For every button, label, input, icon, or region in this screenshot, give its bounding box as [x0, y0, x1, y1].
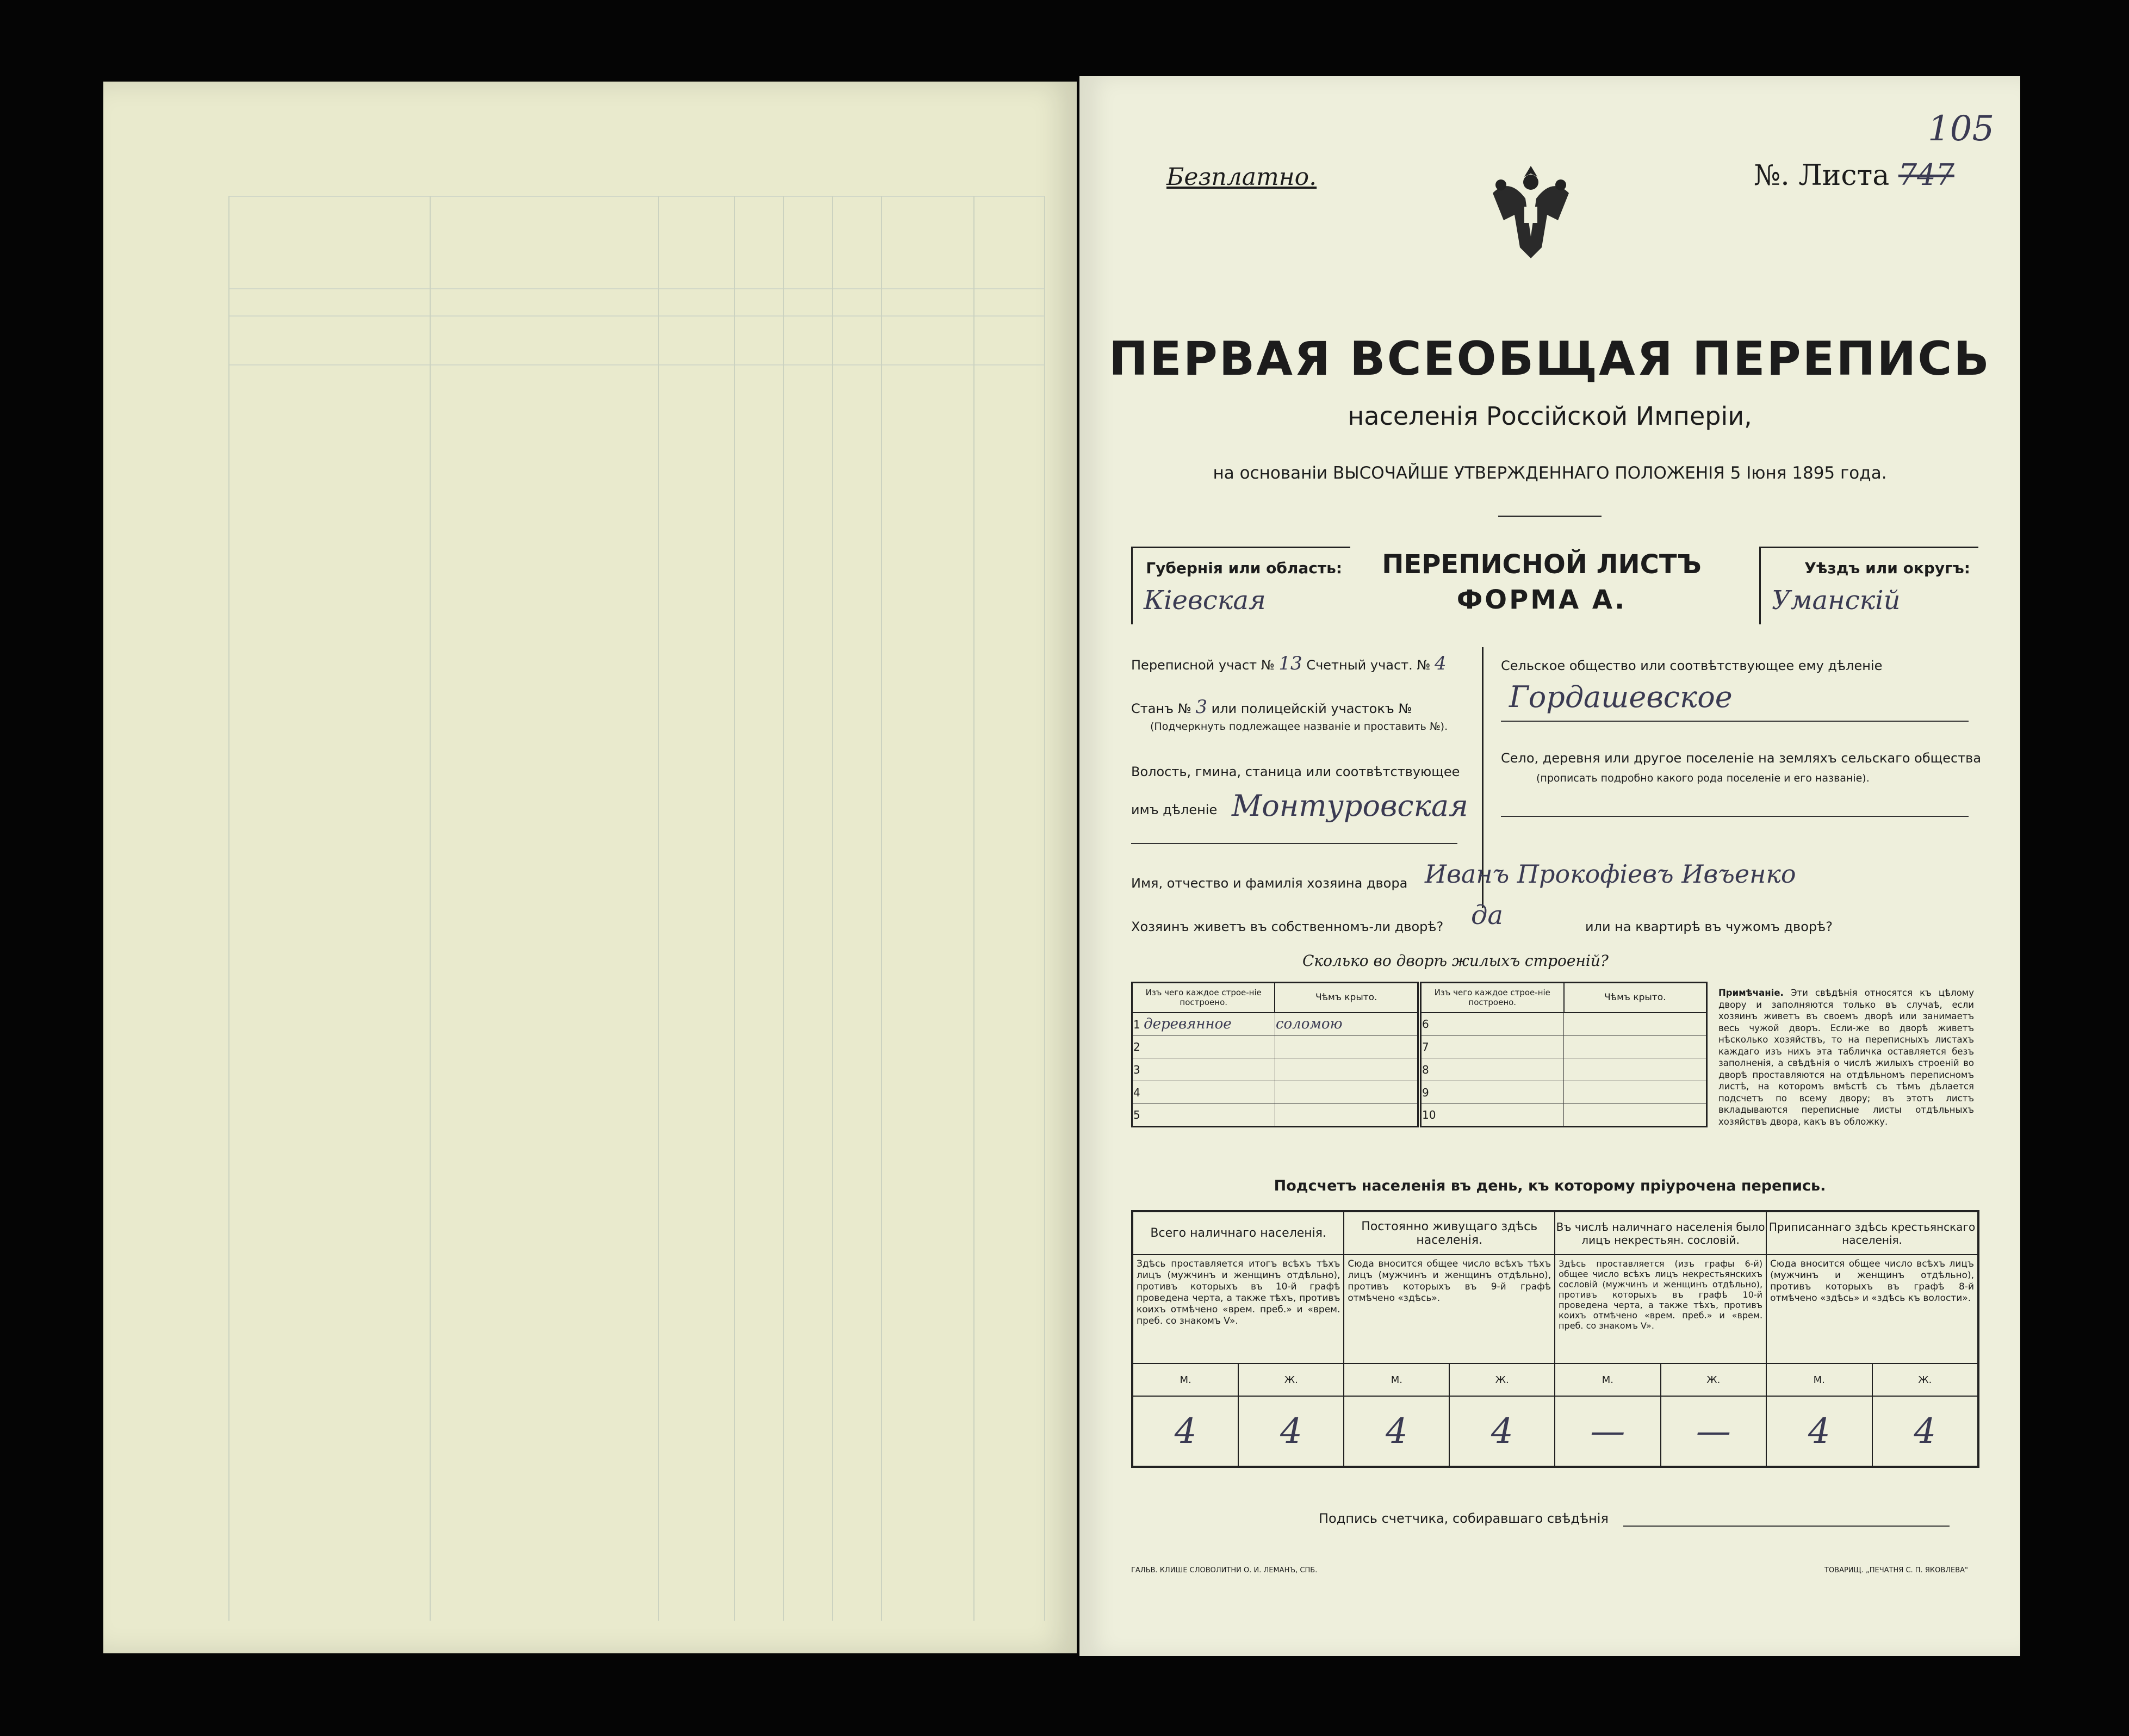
col-built: Изъ чего каждое строе-ніе построено. [1132, 983, 1275, 1013]
buildings-label: Сколько во дворѣ жилыхъ строеній? [1302, 952, 1609, 970]
grid-line [228, 315, 1044, 317]
field-line [1131, 843, 1457, 844]
census-form-page [1079, 76, 2020, 1656]
peasant-male-value: 4 [1766, 1396, 1872, 1467]
grid-line [734, 196, 735, 1621]
note-text: Эти свѣдѣнія относятся къ цѣлому двору и заполняются только въ случаѣ, если хозяинъ живетъ въ своемъ дворѣ или занимаетъ весь чужой дворъ. Если-же во дворѣ живетъ нѣсколько хозяйствъ, то на переписныхъ листахъ каждаго изъ нихъ эта табличка оставляется безъ заполненія, а свѣдѣнія о числѣ жилыхъ строеній во дворѣ проставляются на отдѣльномъ переписномъ листѣ, на которомъ вмѣстѣ съ тѣмъ дѣлается подсчетъ по всему двору; въ этотъ листъ вкладываются переписные листы отдѣльныхъ хозяйствъ двора, какъ въ обложку. [1718, 988, 1974, 1127]
population-values-row [1132, 1396, 1978, 1467]
grid-line [881, 196, 882, 1621]
province-label: Губернія или область: [1146, 559, 1342, 577]
grid-line [430, 196, 431, 1621]
count-section-value: 4 [1435, 653, 1447, 674]
own-yard-value: да [1471, 900, 1504, 931]
permanent-male-value: 4 [1344, 1396, 1449, 1467]
grid-line [228, 196, 229, 1621]
document-subtitle: населенія Россійской Имперіи, [1348, 401, 1752, 431]
grid-line [973, 196, 975, 1621]
stan-field: Станъ № 3 или полицейскій участокъ № [1131, 696, 1412, 718]
total-male-value: 4 [1132, 1396, 1238, 1467]
non-peasant-female-value: — [1661, 1396, 1766, 1467]
own-yard-label: Хозяинъ живетъ въ собственномъ-ли дворѣ? [1131, 919, 1444, 934]
sheet-number-value: 747 [1898, 158, 1954, 192]
district-label: Уѣздъ или округъ: [1804, 559, 1970, 577]
society-value: Гордашевское [1509, 680, 1733, 714]
society-label: Сельское общество или соотвѣтствующее ему дѣленіе [1501, 658, 1883, 673]
grid-line [228, 288, 1044, 289]
population-table [1131, 1210, 1979, 1468]
census-section-value: 13 [1278, 653, 1302, 674]
owner-label: Имя, отчество и фамилія хозяина двора [1131, 876, 1408, 891]
printer-left: ГАЛЬВ. КЛИШЕ СЛОВОЛИТНИ О. И. ЛЕМАНЪ, СПБ. [1131, 1566, 1318, 1574]
sheet-form: ФОРМА А. [1456, 585, 1627, 615]
table-row: 4 9 [1132, 1081, 1707, 1104]
village-note: (прописать подробно какого рода поселеніе и его названіе). [1536, 772, 1870, 784]
grid-line [783, 196, 784, 1621]
col-roof: Чѣмъ крыто. [1275, 983, 1419, 1013]
table-row: 3 8 [1132, 1058, 1707, 1081]
double-headed-eagle-icon [1476, 155, 1585, 269]
left-page [103, 82, 1077, 1653]
district-value: Уманскій [1772, 585, 1901, 616]
census-section-field: Переписной участ № 13 Счетный участ. № 4 [1131, 653, 1447, 674]
building-material-value: деревянное [1144, 1015, 1232, 1032]
district-box [1759, 547, 1978, 624]
field-line [1501, 721, 1969, 722]
village-label: Село, деревня или другое поселеніе на земляхъ сельскаго общества [1501, 751, 1982, 766]
field-line [1501, 816, 1969, 817]
document-basis: на основаніи ВЫСОЧАЙШЕ УТВЕРЖДЕННАГО ПОЛОЖЕНІЯ 5 Іюня 1895 года. [1213, 463, 1887, 483]
buildings-table [1131, 982, 1708, 1127]
non-peasant-male-value: — [1555, 1396, 1660, 1467]
grid-line [228, 364, 1044, 365]
population-desc-row: Здѣсь проставляется итогъ всѣхъ тѣхъ лицъ (мужчинъ и женщинъ отдѣльно), противъ которыхъ въ 10-й графѣ проведена черта, а также тѣхъ, противъ коихъ отмѣчено «врем. преб.» и «врем. преб. со знакомъ V». Сюда вносится общее число всѣхъ тѣхъ лицъ (мужчинъ и женщинъ отдѣльно), противъ которыхъ въ 9-й графѣ отмѣчено «здѣсь». Здѣсь проставляется (изъ графы 6-й) общее число всѣхъ лицъ некрестьянскихъ сословій (мужчинъ и женщинъ отдѣльно), противъ которыхъ въ графѣ 10-й проведена черта, а также тѣхъ, противъ коихъ отмѣчено «врем. преб.» и «врем. преб. со знакомъ V». Сюда вносится общее число всѣхъ лицъ (мужчинъ и женщинъ отдѣльно), противъ которыхъ въ графѣ 8-й отмѣчено «здѣсь» и «здѣсь къ волости». [1132, 1255, 1978, 1363]
note-title: Примѣчаніе. [1718, 988, 1784, 998]
province-box [1131, 547, 1350, 624]
population-title-row: Всего наличнаго населенія. Постоянно живущаго здѣсь населенія. Въ числѣ наличнаго населенія было лицъ некрестьян. сословій. Приписаннаго здѣсь крестьянскаго населенія. [1132, 1211, 1978, 1255]
table-row: 5 10 [1132, 1104, 1707, 1127]
note-block [1718, 987, 1974, 1127]
grid-line [832, 196, 833, 1621]
peasant-female-value: 4 [1872, 1396, 1979, 1467]
free-label: Безплатно. [1166, 163, 1317, 191]
signature-line [1623, 1526, 1950, 1527]
handwritten-sheet-number: 105 [1928, 109, 1995, 149]
grid-line [658, 196, 659, 1621]
total-female-value: 4 [1238, 1396, 1344, 1467]
buildings-header-row [1132, 983, 1707, 1013]
printer-right: ТОВАРИЩ. „ПЕЧАТНЯ С. П. ЯКОВЛЕВА" [1824, 1566, 1969, 1574]
grid-line [228, 196, 1044, 197]
volost-value: Монтуровская [1232, 789, 1468, 823]
province-value: Кіевская [1144, 585, 1266, 616]
col-roof: Чѣмъ крыто. [1564, 983, 1707, 1013]
signature-label: Подпись счетчика, собиравшаго свѣдѣнія [1319, 1511, 1609, 1526]
volost-label-2: имъ дѣленіе [1131, 802, 1218, 817]
table-row: 2 7 [1132, 1036, 1707, 1058]
sheet-number-label: №. Листа 747 [1754, 158, 1954, 192]
grid-line [1044, 196, 1045, 1621]
roof-material-value: соломою [1275, 1015, 1343, 1032]
rent-label: или на квартирѣ въ чужомъ дворѣ? [1585, 919, 1833, 934]
owner-value: Иванъ Прокофіевъ Ивъенко [1425, 859, 1796, 889]
sheet-title: ПЕРЕПИСНОЙ ЛИСТЪ [1382, 549, 1702, 580]
stan-value: 3 [1195, 696, 1207, 718]
table-row: 1 деревянное соломою 6 [1132, 1013, 1707, 1036]
document-title: ПЕРВАЯ ВСЕОБЩАЯ ПЕРЕПИСЬ [1109, 332, 1991, 386]
permanent-female-value: 4 [1449, 1396, 1555, 1467]
underline-note: (Подчеркнуть подлежащее названіе и проставить №). [1150, 721, 1448, 733]
population-sex-row: М. Ж. М. Ж. М. Ж. М. Ж. [1132, 1363, 1978, 1396]
ornament-divider [1498, 516, 1602, 517]
col-built: Изъ чего каждое строе-ніе построено. [1419, 983, 1564, 1013]
volost-label: Волость, гмина, станица или соотвѣтствующее [1131, 764, 1460, 779]
population-heading: Подсчетъ населенія въ день, къ которому пріурочена перепись. [1274, 1177, 1826, 1194]
